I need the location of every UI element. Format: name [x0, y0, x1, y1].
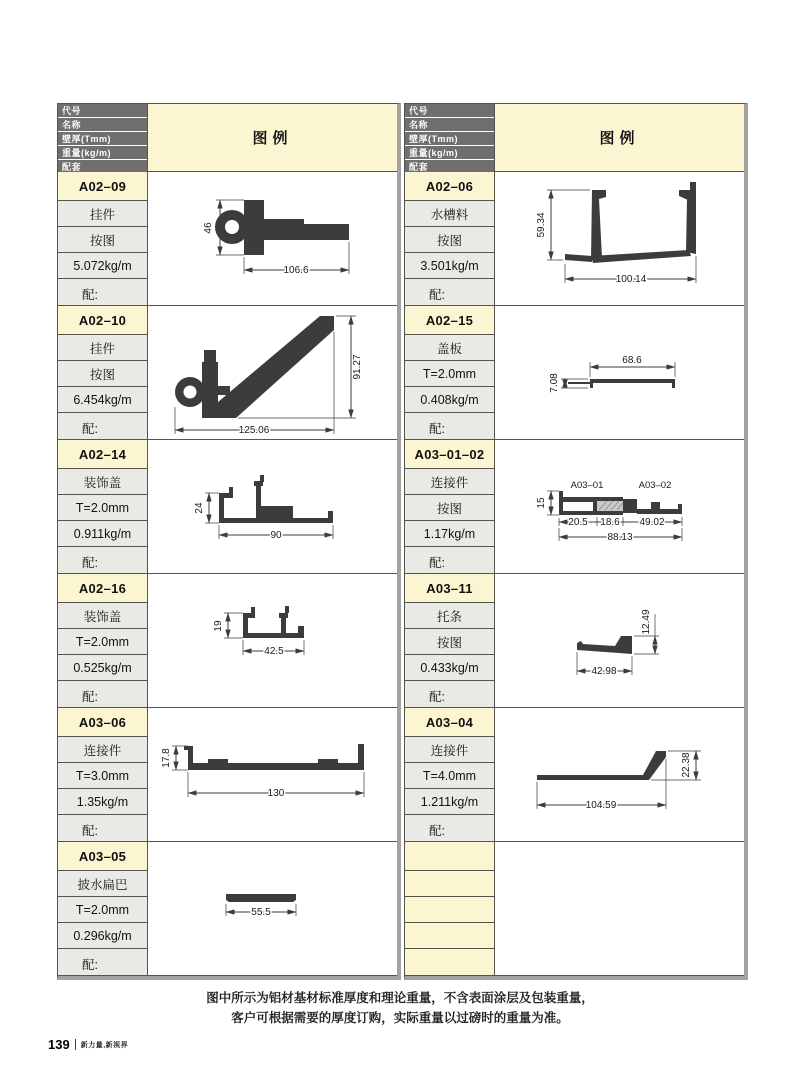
profile-diagram-A03-05	[148, 842, 397, 976]
entry-matching: 配:	[405, 547, 494, 574]
entry-A02-15	[405, 306, 744, 440]
entry-matching: 配:	[58, 815, 147, 842]
entry-thickness: 按图	[58, 361, 147, 387]
entry-weight	[405, 923, 494, 949]
entry-thickness: 按图	[405, 495, 494, 521]
entry-code: A03–05	[58, 842, 147, 871]
header-name-label: 名称	[58, 118, 147, 131]
entry-weight: 1.17kg/m	[405, 521, 494, 547]
entry-name: 挂件	[58, 335, 147, 361]
dim-height-label: 24	[194, 502, 205, 514]
table-header	[405, 104, 744, 172]
dim-seg2-label: 18.6	[600, 517, 620, 528]
entry-name: 装饰盖	[58, 603, 147, 629]
entry-weight: 6.454kg/m	[58, 387, 147, 413]
entry-code: A02–09	[58, 172, 147, 201]
entry-code	[405, 842, 494, 871]
part-label-a03-01: A03–01	[570, 480, 604, 491]
dim-width-label: 130	[267, 788, 285, 799]
dim-width-label: 104.59	[585, 800, 617, 811]
entry-code: A03–11	[405, 574, 494, 603]
profile-diagram-A02-15	[495, 306, 744, 440]
entry-A02-14	[58, 440, 397, 574]
footer-note-line1: 图中所示为铝材基材标准厚度和理论重量，不含表面涂层及包装重量，	[206, 991, 594, 1005]
dim-width-label: 125.06	[238, 425, 270, 436]
profile-diagram-A03-04	[495, 708, 744, 842]
profile-diagram-A02-06	[495, 172, 744, 306]
footer-slogan: 新力量,新视界	[80, 1041, 129, 1049]
header-field-labels	[58, 104, 148, 171]
dim-height-label: 19	[213, 620, 224, 632]
entry-code: A03–01–02	[405, 440, 494, 469]
dim-height-label: 15	[536, 497, 547, 509]
entry-code: A03–04	[405, 708, 494, 737]
entry-A02-06	[405, 172, 744, 306]
profile-table-left	[57, 103, 401, 980]
profile-diagram-A02-14	[148, 440, 397, 574]
profile-diagram-A03-11	[495, 574, 744, 708]
footer-note-line2: 客户可根据需要的厚度订购，实际重量以过磅时的重量为准。	[231, 1011, 569, 1025]
entry-name	[405, 871, 494, 897]
entry-name: 盖板	[405, 335, 494, 361]
entry-name: 连接件	[405, 469, 494, 495]
dim-seg3-label: 49.02	[639, 517, 665, 528]
entry-name: 水槽料	[405, 201, 494, 227]
header-name-label: 名称	[405, 118, 494, 131]
entry-matching: 配:	[405, 279, 494, 306]
entry-weight: 3.501kg/m	[405, 253, 494, 279]
footer-divider	[75, 1039, 76, 1050]
profile-diagram-empty	[495, 842, 744, 976]
entry-name: 披水扁巴	[58, 871, 147, 897]
entry-name: 连接件	[405, 737, 494, 763]
footer-note	[0, 988, 800, 1028]
entry-thickness: 按图	[405, 227, 494, 253]
entry-code: A02–16	[58, 574, 147, 603]
profile-diagram-A02-09	[148, 172, 397, 306]
entry-thickness: T=3.0mm	[58, 763, 147, 789]
entry-code: A02–14	[58, 440, 147, 469]
dim-total-label: 88.13	[607, 532, 633, 543]
entry-code: A02–06	[405, 172, 494, 201]
profile-diagram-A02-10	[148, 306, 397, 440]
header-legend-label: 图例	[495, 104, 744, 171]
entry-name: 托条	[405, 603, 494, 629]
page-number: 139	[48, 1037, 70, 1052]
entry-A03-01-02	[405, 440, 744, 574]
entry-A02-09	[58, 172, 397, 306]
header-weight-label: 重量(kg/m)	[405, 146, 494, 159]
dim-height-label: 91.27	[352, 354, 363, 380]
entry-thickness: T=4.0mm	[405, 763, 494, 789]
entry-weight: 1.211kg/m	[405, 789, 494, 815]
entry-code: A03–06	[58, 708, 147, 737]
profile-diagram-A02-16	[148, 574, 397, 708]
dim-seg1-label: 20.5	[568, 517, 588, 528]
entry-thickness: T=2.0mm	[405, 361, 494, 387]
dim-height-label: 17.8	[161, 748, 172, 768]
header-weight-label: 重量(kg/m)	[58, 146, 147, 159]
page-footer	[48, 1037, 128, 1052]
header-legend-label: 图例	[148, 104, 397, 171]
entry-weight: 5.072kg/m	[58, 253, 147, 279]
header-matching-label: 配套	[58, 160, 147, 173]
entry-A03-11	[405, 574, 744, 708]
entry-weight: 1.35kg/m	[58, 789, 147, 815]
entry-A03-04	[405, 708, 744, 842]
dim-height-label: 7.08	[549, 373, 560, 393]
entry-thickness	[405, 897, 494, 923]
entry-thickness: 按图	[58, 227, 147, 253]
entry-weight: 0.911kg/m	[58, 521, 147, 547]
header-matching-label: 配套	[405, 160, 494, 173]
entry-matching: 配:	[405, 413, 494, 440]
entry-thickness: T=2.0mm	[58, 629, 147, 655]
header-code-label: 代号	[58, 104, 147, 117]
entry-weight: 0.408kg/m	[405, 387, 494, 413]
entry-weight: 0.296kg/m	[58, 923, 147, 949]
profile-diagram-A03-01-02	[495, 440, 744, 574]
entry-matching: 配:	[405, 815, 494, 842]
dim-height-label: 22.38	[681, 752, 692, 778]
dim-width-label: 55.5	[251, 907, 271, 918]
dim-width-label: 90	[270, 530, 282, 541]
entry-A02-10	[58, 306, 397, 440]
entry-matching: 配:	[58, 547, 147, 574]
part-label-a03-02: A03–02	[638, 480, 672, 491]
entry-name: 装饰盖	[58, 469, 147, 495]
entry-thickness: 按图	[405, 629, 494, 655]
profile-diagram-A03-06	[148, 708, 397, 842]
header-thickness-label: 壁厚(Tmm)	[405, 132, 494, 145]
entry-empty	[405, 842, 744, 976]
dim-height-label: 12.49	[641, 609, 652, 635]
dim-width-label: 42.5	[264, 646, 284, 657]
entry-A02-16	[58, 574, 397, 708]
entry-weight: 0.525kg/m	[58, 655, 147, 681]
entry-matching	[405, 949, 494, 976]
entry-thickness: T=2.0mm	[58, 897, 147, 923]
dim-width-label: 42.98	[591, 666, 617, 677]
header-code-label: 代号	[405, 104, 494, 117]
dim-height-label: 46	[203, 222, 214, 234]
entry-matching: 配:	[58, 681, 147, 708]
entry-matching: 配:	[405, 681, 494, 708]
dim-width-label: 100.14	[615, 274, 647, 285]
table-header	[58, 104, 397, 172]
catalog-sheet	[57, 103, 748, 980]
entry-matching: 配:	[58, 949, 147, 976]
entry-name: 连接件	[58, 737, 147, 763]
entry-A03-06	[58, 708, 397, 842]
dim-width-label: 68.6	[622, 355, 642, 366]
entry-name: 挂件	[58, 201, 147, 227]
entry-matching: 配:	[58, 279, 147, 306]
entry-thickness: T=2.0mm	[58, 495, 147, 521]
entry-code: A02–10	[58, 306, 147, 335]
header-field-labels	[405, 104, 495, 171]
profile-table-right	[404, 103, 748, 980]
entry-A03-05	[58, 842, 397, 976]
header-thickness-label: 壁厚(Tmm)	[58, 132, 147, 145]
entry-code: A02–15	[405, 306, 494, 335]
entry-matching: 配:	[58, 413, 147, 440]
dim-height-label: 59.34	[536, 212, 547, 238]
entry-weight: 0.433kg/m	[405, 655, 494, 681]
dim-width-label: 106.6	[283, 265, 309, 276]
